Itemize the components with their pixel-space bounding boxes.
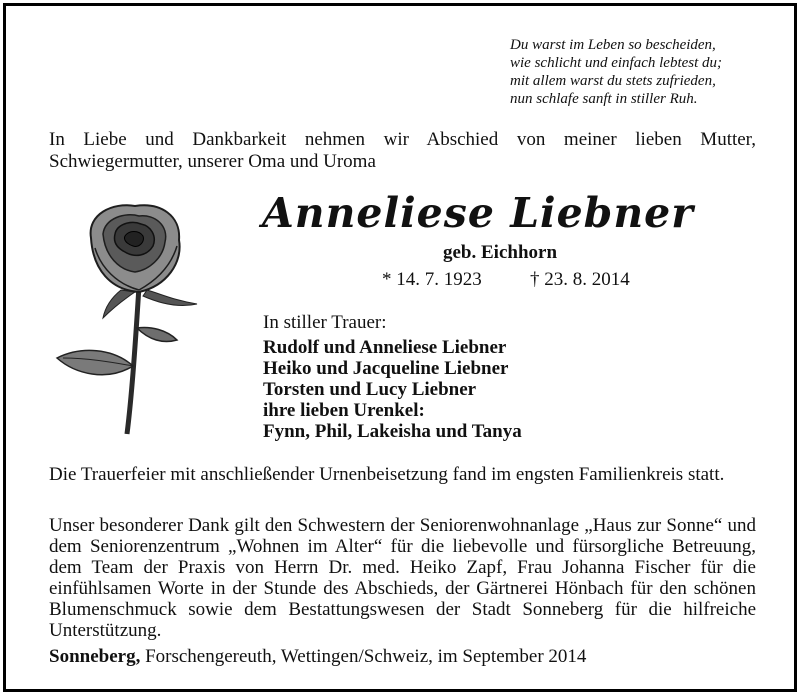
mourning-label: In stiller Trauer:	[263, 312, 387, 333]
intro-text: In Liebe und Dankbarkeit nehmen wir Abschied von meiner lieben Mutter, Schwiegermutter, unserer Oma und Uroma	[49, 129, 756, 172]
obituary-notice	[3, 3, 797, 692]
mourner-line: Heiko und Jacqueline Liebner	[263, 358, 509, 379]
rose-icon	[51, 198, 211, 438]
mourner-list	[263, 337, 522, 442]
memorial-poem	[510, 36, 722, 108]
death-date: † 23. 8. 2014	[530, 269, 630, 290]
funeral-paragraph: Die Trauerfeier mit anschließender Urnenbeisetzung fand im engsten Familienkreis statt.	[49, 464, 725, 485]
signoff-rest: Forschengereuth, Wettingen/Schweiz, im September 2014	[140, 646, 587, 667]
poem-line: mit allem warst du stets zufrieden,	[510, 73, 716, 89]
birth-name: geb. Eichhorn	[443, 242, 558, 263]
deceased-name: Anneliese Liebner	[262, 189, 694, 237]
poem-line: wie schlicht und einfach lebtest du;	[510, 55, 723, 71]
signoff-place: Sonneberg,	[49, 646, 141, 667]
poem-line: Du warst im Leben so bescheiden,	[510, 37, 716, 53]
mourner-line: Rudolf und Anneliese Liebner	[263, 337, 507, 358]
thanks-paragraph: Unser besonderer Dank gilt den Schwestern der Seniorenwohnanlage „Haus zur Sonne“ und dem Seniorenzentrum „Wohnen im Alter“ für die liebevolle und fürsorgliche Betreuung, dem Team der Praxis von Herrn Dr. med. Heiko Zapf, Frau Johanna Fischer für die einfühlsamen Worte in der Stunde des Abschieds, der Gärtnerei Hönbach für den schönen Blumenschmuck sowie dem Bestattungswesen der Stadt Sonneberg für die hilfreiche Unterstützung.	[49, 515, 756, 641]
signoff-line	[49, 646, 586, 668]
mourner-line: Fynn, Phil, Lakeisha und Tanya	[263, 421, 522, 442]
poem-line: nun schlafe sanft in stiller Ruh.	[510, 91, 698, 107]
mourner-line: ihre lieben Urenkel:	[263, 400, 425, 421]
mourner-line: Torsten und Lucy Liebner	[263, 379, 477, 400]
birth-date: * 14. 7. 1923	[382, 269, 482, 290]
